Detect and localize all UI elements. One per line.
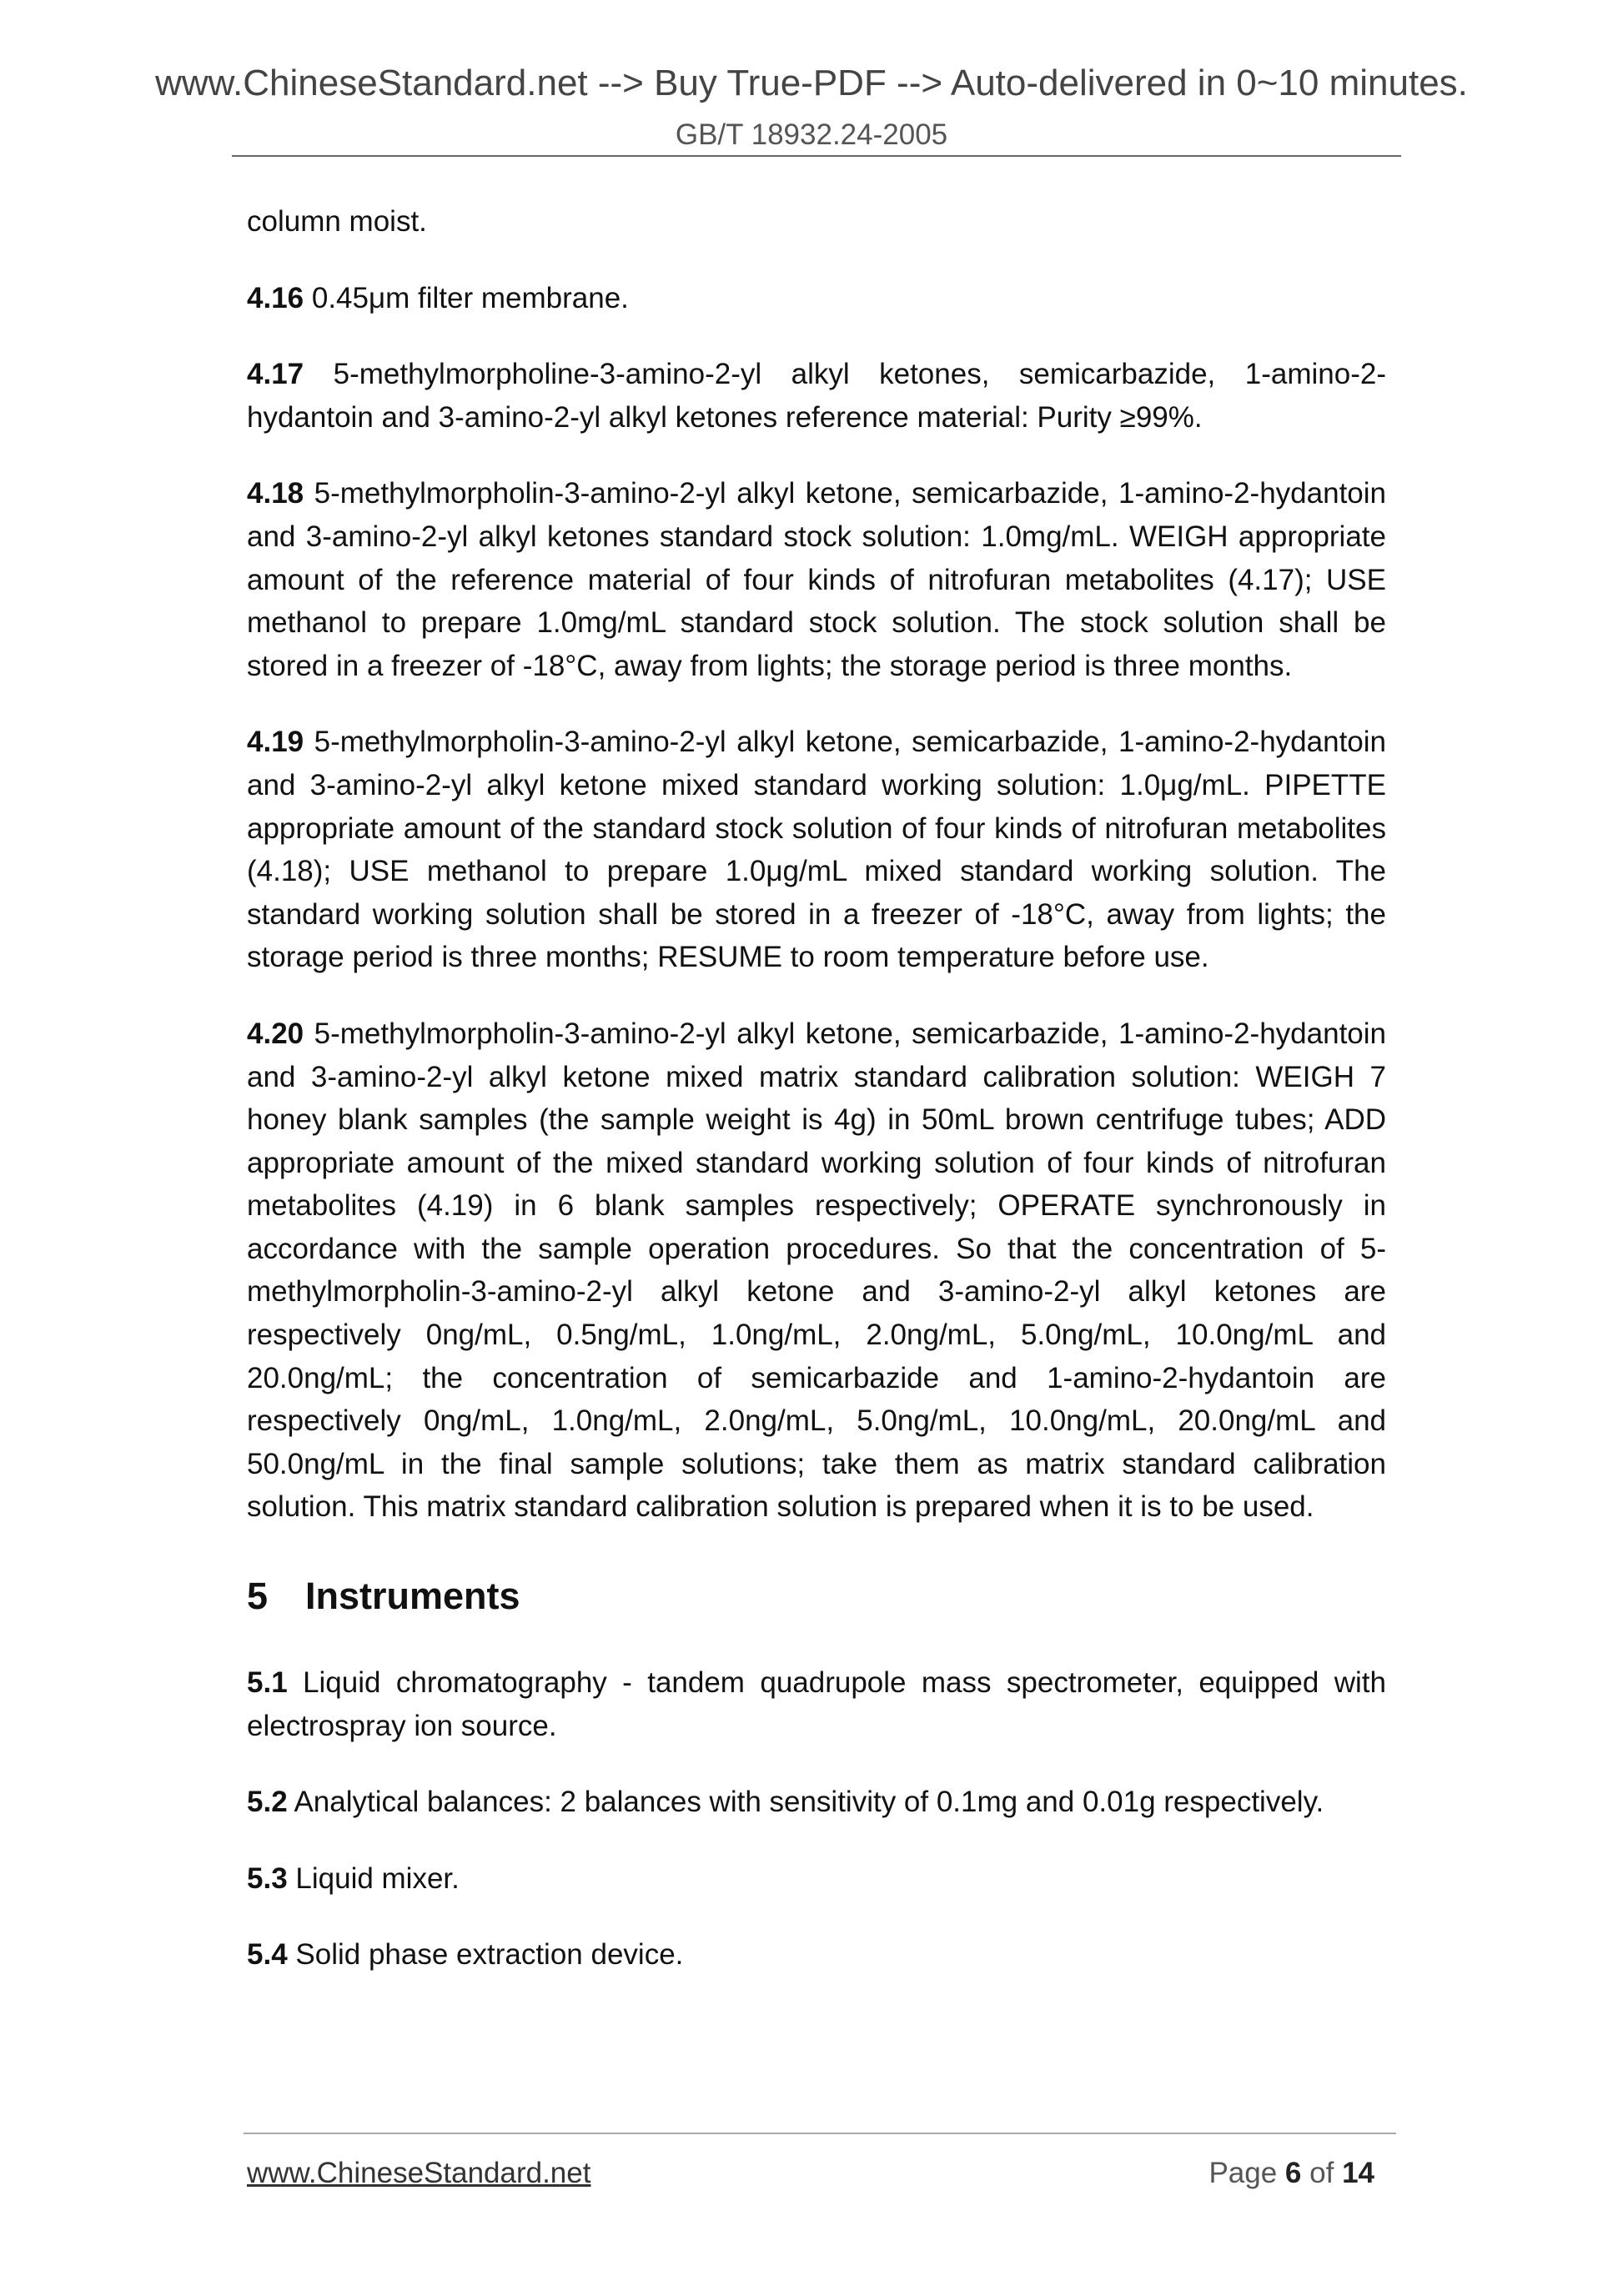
clause-4-20 [247,1012,1386,1529]
clause-text: 0.45μm filter membrane. [311,281,629,314]
page-of: of [1309,2157,1334,2189]
clause-number: 4.16 [247,281,304,314]
clause-number: 5.2 [247,1786,288,1819]
header-divider [232,155,1401,157]
clause-4-17 [247,353,1386,439]
clause-4-16 [247,277,1386,320]
clause-text: 5-methylmorpholin-3-amino-2-yl alkyl ketone, semicarbazide, 1-amino-2-hydantoin and 3-amino-2-yl alkyl ketones standard stock solution: 1.0mg/mL. WEIGH appropriate amount of the reference material of four kinds of nitrofuran metabolites (4.17); USE methanol to prepare 1.0mg/mL standard stock solution. The stock solution shall be stored in a freezer of -18°C, away from lights; the storage period is three months. [247,477,1386,682]
page-total: 14 [1342,2157,1374,2189]
document-body [247,200,1386,2010]
clause-text: 5-methylmorpholine-3-amino-2-yl alkyl ketones, semicarbazide, 1-amino-2-hydantoin and 3-amino-2-yl alkyl ketones reference material: Purity ≥99%. [247,358,1386,434]
clause-number: 4.19 [247,726,304,759]
clause-text: Analytical balances: 2 balances with sensitivity of 0.1mg and 0.01g respectively. [294,1786,1324,1819]
header-banner[interactable]: www.ChineseStandard.net --> Buy True-PDF --> Auto-delivered in 0~10 minutes. [155,63,1468,103]
clause-text: Solid phase extraction device. [295,1938,684,1972]
continuation-text: column moist. [247,205,427,238]
clause-5-4 [247,1933,1386,1977]
clause-5-2 [247,1781,1386,1824]
clause-number: 4.17 [247,358,304,391]
clause-number: 5.4 [247,1938,288,1972]
page-current: 6 [1284,2157,1302,2189]
standard-code: GB/T 18932.24-2005 [675,118,948,151]
section-heading-instruments [247,1575,1386,1618]
clause-5-3 [247,1857,1386,1901]
footer-divider [244,2133,1396,2134]
clause-4-19 [247,721,1386,979]
section-title: Instruments [305,1575,520,1618]
page-prefix: Page [1208,2157,1278,2189]
clause-number: 4.20 [247,1017,304,1050]
section-number: 5 [247,1575,269,1618]
clause-text: Liquid chromatography - tandem quadrupole mass spectrometer, equipped with electrospray ion source. [247,1666,1386,1742]
page-indicator [1084,2158,1374,2188]
clause-text: 5-methylmorpholin-3-amino-2-yl alkyl ketone, semicarbazide, 1-amino-2-hydantoin and 3-amino-2-yl alkyl ketone mixed matrix standard calibration solution: WEIGH 7 honey blank samples (the sample weight is 4g) in 50mL brown centrifuge tubes; ADD appropriate amount of the mixed standard working solution of four kinds of nitrofuran metabolites (4.19) in 6 blank samples respectively; OPERATE synchronously in accordance with the sample operation procedures. So that the concentration of 5-methylmorpholin-3-amino-2-yl alkyl ketone and 3-amino-2-yl alkyl ketones are respectively 0ng/mL, 0.5ng/mL, 1.0ng/mL, 2.0ng/mL, 5.0ng/mL, 10.0ng/mL and 20.0ng/mL; the concentration of semicarbazide and 1-amino-2-hydantoin are respectively 0ng/mL, 1.0ng/mL, 2.0ng/mL, 5.0ng/mL, 10.0ng/mL, 20.0ng/mL and 50.0ng/mL in the final sample solutions; take them as matrix standard calibration solution. This matrix standard calibration solution is prepared when it is to be used. [247,1017,1386,1524]
clause-number: 5.1 [247,1666,288,1700]
clause-number: 5.3 [247,1861,288,1895]
clause-text: 5-methylmorpholin-3-amino-2-yl alkyl ketone, semicarbazide, 1-amino-2-hydantoin and 3-amino-2-yl alkyl ketone mixed standard working solution: 1.0μg/mL. PIPETTE appropriate amount of the standard stock solution of four kinds of nitrofuran metabolites (4.18); USE methanol to prepare 1.0μg/mL mixed standard working solution. The standard working solution shall be stored in a freezer of -18°C, away from lights; the storage period is three months; RESUME to room temperature before use. [247,726,1386,974]
footer-site-link[interactable]: www.ChineseStandard.net [247,2157,591,2189]
clause-5-1 [247,1661,1386,1747]
clause-4-18 [247,472,1386,687]
clause-number: 4.18 [247,477,304,510]
clause-text: Liquid mixer. [295,1861,460,1895]
